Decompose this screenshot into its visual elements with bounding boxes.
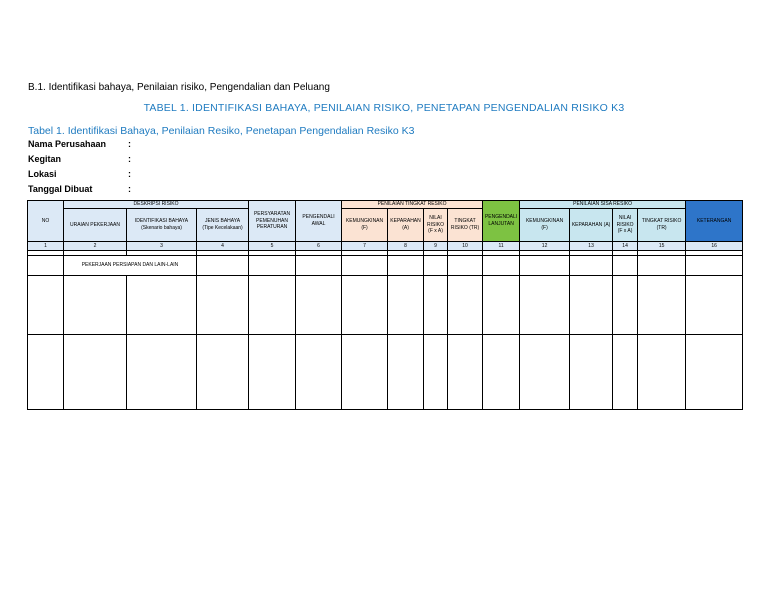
col-tingkat2-label: TINGKAT RISIKO	[641, 218, 682, 225]
column-number: 15	[638, 242, 686, 251]
col-nilai-label: NILAI RISIKO	[427, 214, 444, 228]
col-tingkat-risiko-sisa	[638, 209, 686, 242]
section-title: B.1. Identifikasi bahaya, Penilaian risiko, Pengendalian dan Peluang	[28, 82, 330, 93]
col-jenis	[197, 209, 249, 242]
info-block	[28, 139, 138, 199]
col-kemungkinan2-sub: (F)	[541, 225, 548, 232]
column-number: 1	[28, 242, 64, 251]
column-number: 11	[483, 242, 520, 251]
info-row-lokasi	[28, 169, 138, 184]
column-number: 7	[342, 242, 388, 251]
col-nilai2-label: NILAI RISIKO	[616, 214, 634, 228]
col-uraian: URAIAN PEKERJAAN	[64, 209, 127, 242]
column-number: 5	[249, 242, 296, 251]
info-label: Nama Perusahaan	[28, 139, 107, 149]
col-keparahan-label: KEPARAHAN	[390, 218, 421, 225]
column-number: 14	[613, 242, 638, 251]
activity-label: PEKERJAAN PERSIAPAN DAN LAIN-LAIN	[64, 256, 197, 276]
column-number: 2	[64, 242, 127, 251]
col-persyaratan: PERSYARATAN PEMENUHAN PERATURAN	[249, 201, 296, 242]
col-kemungkinan-label: KEMUNGKINAN	[345, 218, 384, 225]
col-no: NO	[28, 201, 64, 242]
column-number: 10	[448, 242, 483, 251]
col-group-penilaian-tingkat: PENILAIAN TINGKAT RESIKO	[342, 201, 483, 209]
column-number: 6	[296, 242, 342, 251]
info-colon: :	[128, 154, 131, 164]
col-group-deskripsi: DESKRIPSI RISIKO	[64, 201, 249, 209]
col-identifikasi	[127, 209, 197, 242]
sub-title: Tabel 1. Identifikasi Bahaya, Penilaian Resiko, Penetapan Pengendalian Resiko K3	[28, 125, 415, 137]
col-kemungkinan	[342, 209, 388, 242]
risk-table	[27, 200, 743, 410]
col-identifikasi-label: IDENTIFIKASI BAHAYA	[134, 218, 189, 225]
column-number: 16	[686, 242, 743, 251]
col-nilai-risiko	[424, 209, 448, 242]
col-nilai-sub: (F x A)	[428, 228, 443, 235]
info-label: Tanggal Dibuat	[28, 184, 93, 194]
col-tingkat2-sub: (TR)	[656, 225, 667, 232]
column-number: 4	[197, 242, 249, 251]
column-number: 3	[127, 242, 197, 251]
column-number: 9	[424, 242, 448, 251]
col-keparahan	[388, 209, 424, 242]
col-tingkat-risiko: TINGKAT RISIKO (TR)	[448, 209, 483, 242]
col-group-penilaian-sisa: PENILAIAN SISA RESIKO	[520, 201, 686, 209]
info-colon: :	[128, 184, 131, 194]
table-row	[28, 256, 743, 276]
col-nilai-risiko-sisa	[613, 209, 638, 242]
main-title: TABEL 1. IDENTIFIKASI BAHAYA, PENILAIAN RISIKO, PENETAPAN PENGENDALIAN RISIKO K3	[143, 102, 625, 114]
info-row-perusahaan	[28, 139, 138, 154]
column-number: 12	[520, 242, 570, 251]
info-colon: :	[128, 169, 131, 179]
column-number: 8	[388, 242, 424, 251]
col-pengendali-awal: PENGENDALI AWAL	[296, 201, 342, 242]
info-row-tanggal	[28, 184, 138, 199]
info-row-kegiatan	[28, 154, 138, 169]
column-number-row	[28, 242, 743, 251]
col-keparahan-sisa: KEPARAHAN (A)	[570, 209, 613, 242]
col-keparahan-sub: (A)	[402, 225, 409, 232]
col-pengendali-lanjutan: PENGENDALI LANJUTAN	[483, 201, 520, 242]
col-keterangan: KETERANGAN	[686, 201, 743, 242]
col-jenis-label: JENIS BAHAYA	[204, 218, 241, 225]
table-row	[28, 334, 743, 409]
info-colon: :	[128, 139, 131, 149]
table-row	[28, 276, 743, 334]
column-number: 13	[570, 242, 613, 251]
col-jenis-sub: (Tipe Kecelakaan)	[202, 225, 243, 232]
info-label: Kegitan	[28, 154, 62, 164]
col-kemungkinan-sub: (F)	[361, 225, 368, 232]
info-label: Lokasi	[28, 169, 57, 179]
col-identifikasi-sub: (Skenario bahaya)	[141, 225, 182, 232]
col-kemungkinan-sisa	[520, 209, 570, 242]
col-nilai2-sub: (F x A)	[617, 228, 633, 235]
col-kemungkinan2-label: KEMUNGKINAN	[525, 218, 564, 225]
